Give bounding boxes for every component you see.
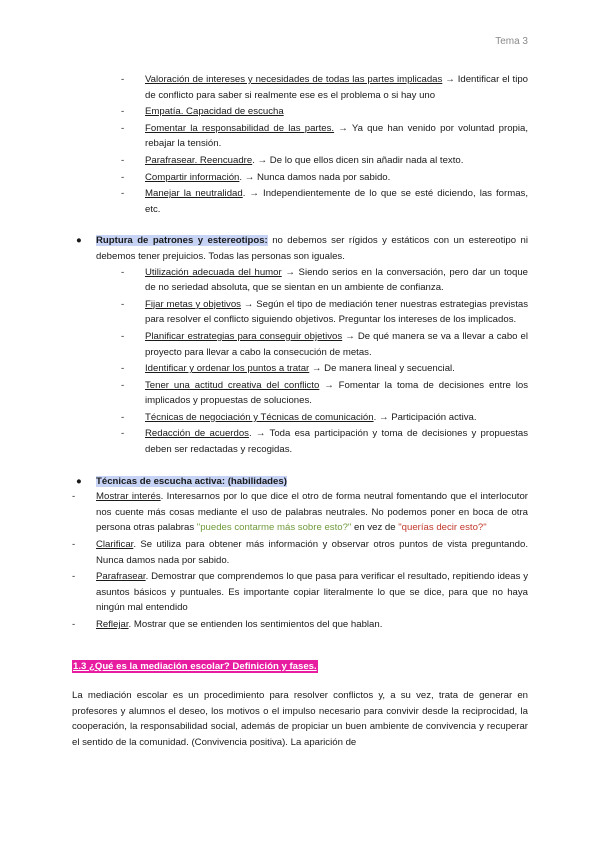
section-heading: 1.3 ¿Qué es la mediación escolar? Definición y fases. <box>73 660 317 672</box>
list-item: - Manejar la neutralidad. → Independientemente de lo que se esté diciendo, las formas, etc. <box>121 186 528 217</box>
list-item: - Utilización adecuada del humor → Siendo serios en la conversación, pero dar un toque de no seriedad absoluta, que se sientan en un ambiente de confianza. <box>121 265 528 296</box>
ruptura-sub-list <box>121 265 528 458</box>
bullet-title: Técnicas de escucha activa: (habilidades) <box>96 475 287 487</box>
list-item: - Mostrar interés. Interesarnos por lo que dice el otro de forma neutral fomentando que el interlocutor nos cuente más cosas mediante el uso de palabras neutrales. No podemos poner en boca de otra persona otras palabras "puedes contarme más sobre esto?" en vez de "querías decir esto?" <box>72 489 528 536</box>
document-content <box>72 72 528 751</box>
mediator-skills-list <box>121 72 528 217</box>
list-item: - Técnicas de negociación y Técnicas de comunicación. → Participación activa. <box>121 410 528 426</box>
page-header-label: Tema 3 <box>495 36 528 47</box>
list-item: - Planificar estrategias para conseguir objetivos → De qué manera se va a llevar a cabo el proyecto para llevar a cabo la consecución de metas. <box>121 329 528 360</box>
section-heading-wrap <box>72 659 528 675</box>
list-item: - Parafrasear. Demostrar que comprendemos lo que pasa para verificar el resultado, repitiendo ideas y asuntos básicos y puntuales. Es importante copiar literalmente lo que se dice, para que no haya ningún mal entendido <box>72 569 528 616</box>
escucha-activa-list <box>72 489 528 632</box>
green-quote: "puedes contarme más sobre esto?" <box>196 522 352 534</box>
list-item: - Reflejar. Mostrar que se entienden los sentimientos del que hablan. <box>72 617 528 633</box>
list-item: - Parafrasear. Reencuadre. → De lo que ellos dicen sin añadir nada al texto. <box>121 153 528 169</box>
bullet-icon: ● <box>76 235 82 247</box>
list-item: - Valoración de intereses y necesidades de todas las partes implicadas → Identificar el tipo de conflicto para saber si realmente ese es el problema o si hay uno <box>121 72 528 103</box>
bullet-title: Ruptura de patrones y estereotipos: <box>96 235 268 247</box>
list-item: - Identificar y ordenar los puntos a tratar → De manera lineal y secuencial. <box>121 361 528 377</box>
list-item: - Empatía. Capacidad de escucha <box>121 104 528 120</box>
list-item: - Fomentar la responsabilidad de las partes. → Ya que han venido por voluntad propia, rebajar la tensión. <box>121 121 528 152</box>
red-quote: "querías decir esto?" <box>398 522 487 534</box>
bullet-icon: ● <box>76 475 82 487</box>
list-item: - Compartir información. → Nunca damos nada por sabido. <box>121 170 528 186</box>
list-item: - Redacción de acuerdos. → Toda esa participación y toma de decisiones y propuestas deben ser redactadas y recogidas. <box>121 426 528 457</box>
bullet-text: no debemos ser rígidos y estáticos con un estereotipo ni debemos tener prejuicios. Todas las personas son iguales. <box>96 235 528 262</box>
list-item: - Tener una actitud creativa del conflicto → Fomentar la toma de decisiones entre los implicados y propuestas de soluciones. <box>121 378 528 409</box>
bullet-ruptura <box>72 233 528 264</box>
list-item: - Fijar metas y objetivos → Según el tipo de mediación tener nuestras estrategias previstas para resolver el conflicto siguiendo objetivos. Preguntar los intereses de los implicados. <box>121 297 528 328</box>
body-paragraph: La mediación escolar es un procedimiento para resolver conflictos y, a su vez, trata de generar en profesores y alumnos el deseo, los motivos o el impulso necesario para convivir desde la reciprocidad, la cooperación, la responsabilidad social, además de propiciar un buen ambiente de convivencia y recuperar el sentido de la comunidad. (Convivencia positiva). La aparición de <box>72 690 528 748</box>
list-item: - Clarificar. Se utiliza para obtener más información y observar otros puntos de vista preguntando. Nunca damos nada por sabido. <box>72 537 528 568</box>
bullet-escucha-activa <box>72 474 528 490</box>
